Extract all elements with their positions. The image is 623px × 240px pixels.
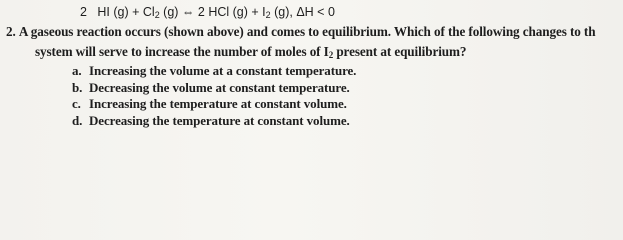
- question-number: 2.: [6, 24, 16, 39]
- option-letter: c.: [72, 96, 81, 111]
- option-a: [72, 63, 356, 79]
- equation-reactants: HI (g) + Cl: [97, 5, 155, 19]
- option-text: Increasing the temperature at constant volume.: [89, 96, 347, 111]
- option-text: Increasing the volume at a constant temperature.: [89, 63, 357, 78]
- option-d: [72, 113, 350, 129]
- option-letter: b.: [72, 80, 83, 95]
- option-b: [72, 80, 350, 96]
- question-text-2a: system will serve to increase the number of moles of I: [35, 44, 329, 59]
- option-text: Decreasing the temperature at constant volume.: [89, 113, 350, 128]
- question-text-2b: present at equilibrium?: [333, 44, 467, 59]
- iodine-subscript: 2: [265, 10, 271, 20]
- option-letter: a.: [72, 63, 82, 78]
- reaction-equation: [80, 5, 335, 19]
- chlorine-subscript: 2: [154, 10, 160, 20]
- question-line-1: [6, 24, 595, 40]
- iodine-subscript-question: 2: [328, 50, 334, 60]
- equation-coefficient: 2: [80, 5, 87, 19]
- question-line-2: [35, 44, 466, 60]
- option-letter: d.: [72, 113, 83, 128]
- equation-middle: (g) ⇔ 2 HCl (g) + I: [159, 5, 266, 19]
- option-text: Decreasing the volume at constant temperature.: [89, 80, 350, 95]
- option-c: [72, 96, 347, 112]
- equation-enthalpy: (g), ΔH < 0: [270, 5, 335, 19]
- question-text-1: A gaseous reaction occurs (shown above) and comes to equilibrium. Which of the following changes to th: [18, 24, 596, 39]
